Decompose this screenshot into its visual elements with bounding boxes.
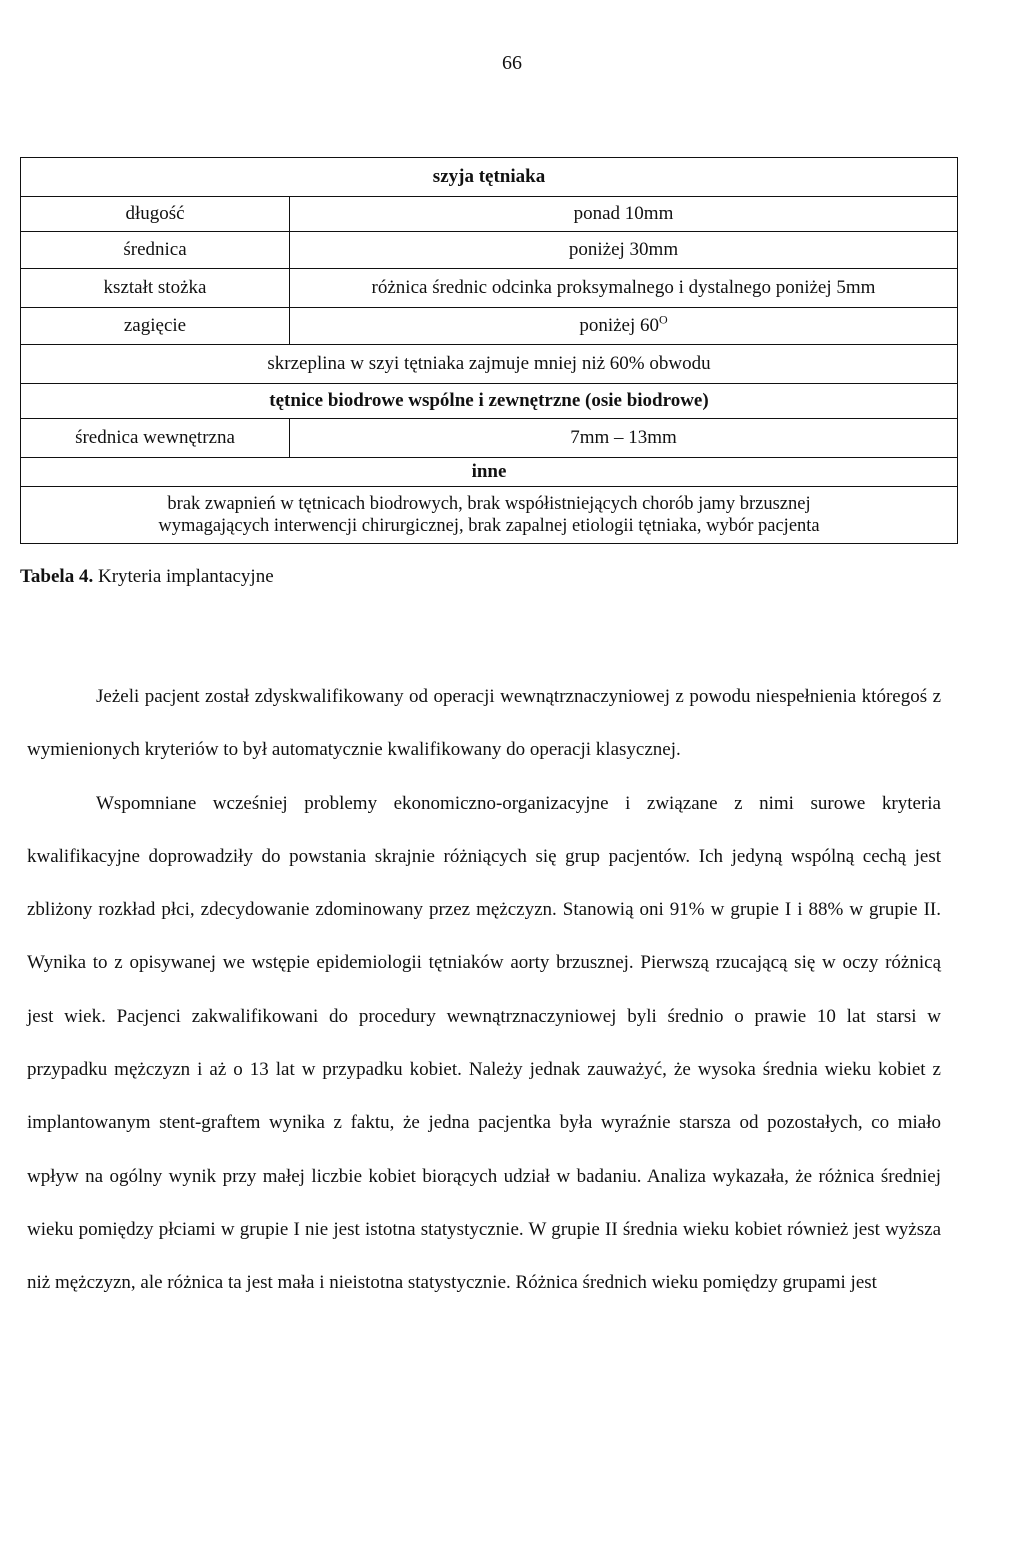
row-value-diameter: poniżej 30mm — [290, 232, 958, 269]
criteria-table — [20, 157, 958, 544]
body-text — [27, 670, 941, 1310]
table-section-header — [21, 458, 958, 487]
section-neck-heading: szyja tętniaka — [21, 158, 958, 197]
page-number: 66 — [502, 52, 522, 74]
section-iliac-heading: tętnice biodrowe wspólne i zewnętrzne (osie biodrowe) — [21, 384, 958, 419]
other-criteria-line-1: brak zwapnień w tętnicach biodrowych, brak współistniejących chorób jamy brzusznej — [167, 493, 811, 514]
degree-superscript: O — [659, 312, 668, 327]
row-label-diameter: średnica — [21, 232, 290, 269]
thrombus-criterion: skrzeplina w szyi tętniaka zajmuje mniej niż 60% obwodu — [21, 345, 958, 384]
table-section-header — [21, 384, 958, 419]
table-row — [21, 197, 958, 232]
row-value-length: ponad 10mm — [290, 197, 958, 232]
table-caption — [20, 566, 274, 588]
other-criteria — [21, 487, 958, 544]
angle-value: poniżej 60 — [579, 314, 659, 336]
table-row — [21, 269, 958, 308]
table-row — [21, 345, 958, 384]
table-row — [21, 487, 958, 544]
table-row — [21, 308, 958, 345]
paragraph-2: Wspomniane wcześniej problemy ekonomiczno-organizacyjne i związane z nimi surowe kryteria kwalifikacyjne doprowadziły do powstania skrajnie różniących się grup pacjentów. Ich jedyną wspólną cechą jest zbliżony rozkład płci, zdecydowanie zdominowany przez mężczyzn. Stanowią oni 91% w grupie I i 88% w grupie II. Wynika to z opisywanej we wstępie epidemiologii tętniaków aorty brzusznej. Pierwszą rzucającą się w oczy różnicą jest wiek. Pacjenci zakwalifikowani do procedury wewnątrznaczyniowej byli średnio o prawie 10 lat starsi w przypadku mężczyzn i aż o 13 lat w przypadku kobiet. Należy jednak zauważyć, że wysoka średnia wieku kobiet z implantowanym stent-graftem wynika z faktu, że jedna pacjentka była wyraźnie starsza od pozostałych, co miało wpływ na ogólny wynik przy małej liczbie kobiet biorących udział w badaniu. Analiza wykazała, że różnica średniej wieku pomiędzy płciami w grupie I nie jest istotna statystycznie. W grupie II średnia wieku kobiet również jest wyższa niż mężczyzn, ale różnica ta jest mała i nieistotna statystycznie. Różnica średnich wieku pomiędzy grupami jest — [27, 792, 941, 1294]
row-label-angle: zagięcie — [21, 308, 290, 345]
table-section-header — [21, 158, 958, 197]
caption-label: Tabela 4. — [20, 566, 94, 587]
row-value-inner-diameter: 7mm – 13mm — [290, 419, 958, 458]
section-other-heading: inne — [21, 458, 958, 487]
row-value-cone-shape: różnica średnic odcinka proksymalnego i dystalnego poniżej 5mm — [290, 269, 958, 308]
row-value-angle — [290, 308, 958, 345]
paragraph-1: Jeżeli pacjent został zdyskwalifikowany od operacji wewnątrznaczyniowej z powodu niespełnienia któregoś z wymienionych kryteriów to był automatycznie kwalifikowany do operacji klasycznej. — [27, 686, 941, 761]
row-label-length: długość — [21, 197, 290, 232]
table-row — [21, 232, 958, 269]
table-row — [21, 419, 958, 458]
row-label-inner-diameter: średnica wewnętrzna — [21, 419, 290, 458]
caption-text: Kryteria implantacyjne — [93, 566, 274, 587]
row-label-cone-shape: kształt stożka — [21, 269, 290, 308]
other-criteria-line-2: wymagających interwencji chirurgicznej, brak zapalnej etiologii tętniaka, wybór pacjenta — [158, 516, 820, 536]
